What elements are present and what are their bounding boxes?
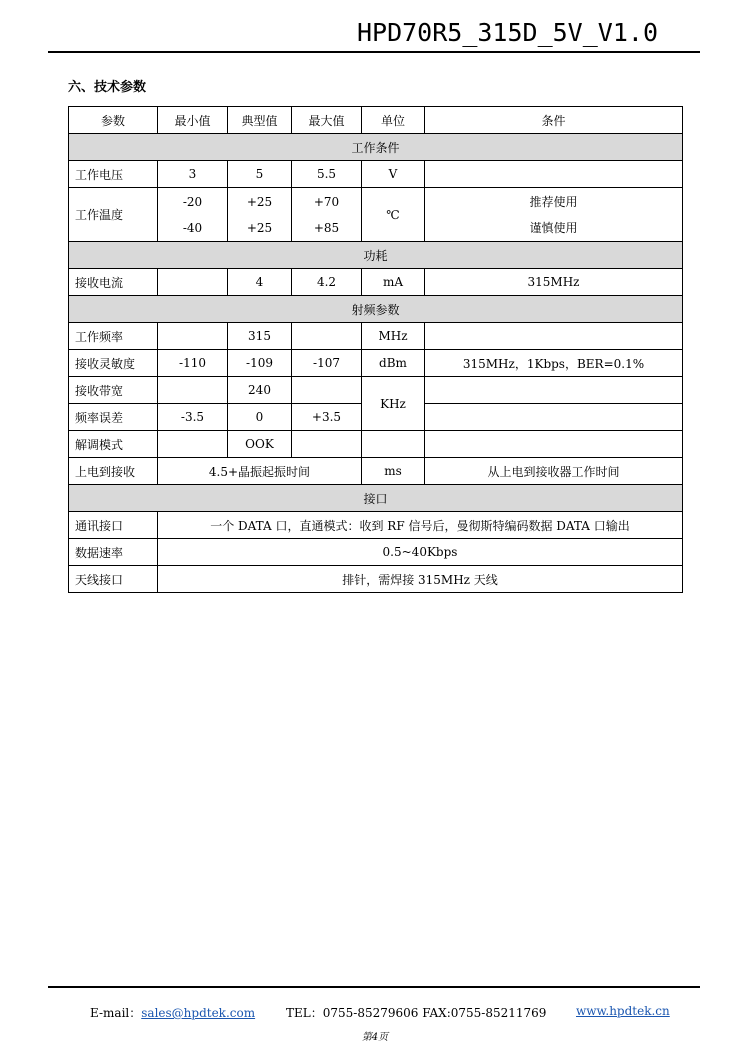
min-cell: -3.5 [158,404,228,431]
max-value-1: +70 [313,194,340,209]
min-value-1: -20 [182,194,203,209]
unit-cell: MHz [362,323,425,350]
email-link[interactable]: sales@hpdtek.com [141,1006,256,1020]
table-row [69,458,683,485]
table-row [69,161,683,188]
cond-cell [425,377,683,404]
group-label: 接口 [69,485,683,512]
group-label: 功耗 [69,242,683,269]
group-label: 射频参数 [69,296,683,323]
cond-cell: 从上电到接收器工作时间 [425,458,683,485]
min-cell [158,431,228,458]
footer-website [576,1004,670,1018]
param-cell: 工作温度 [69,188,158,242]
typ-cell: 240 [228,377,292,404]
document-title: HPD70R5_315D_5V_V1.0 [356,18,658,47]
typ-cell: 0 [228,404,292,431]
header-cell: 最小值 [158,107,228,134]
cond-value-2: 谨慎使用 [529,220,578,235]
param-cell: 上电到接收 [69,458,158,485]
param-cell: 通讯接口 [69,512,158,539]
typ-value-1: +25 [246,194,273,209]
param-cell: 天线接口 [69,566,158,593]
table-header-row [69,107,683,134]
max-cell [292,188,362,242]
table-row [69,539,683,566]
group-row-power [69,242,683,269]
max-cell [292,431,362,458]
group-row-rf [69,296,683,323]
typ-value-2: +25 [246,220,273,235]
footer-phone: TEL：0755-85279606 FAX:0755-85211769 [286,1006,547,1020]
typ-cell: 315 [228,323,292,350]
table-row [69,350,683,377]
max-cell [292,323,362,350]
email-label: E-mail： [90,1006,142,1020]
group-row-working [69,134,683,161]
spec-table [68,106,683,593]
unit-cell: ℃ [362,188,425,242]
value-cell: 4.5+晶振起振时间 [158,458,362,485]
footer-divider [48,986,700,988]
table-row [69,377,683,404]
max-value-2: +85 [313,220,340,235]
min-cell [158,323,228,350]
max-cell: 5.5 [292,161,362,188]
min-cell [158,269,228,296]
typ-cell [228,188,292,242]
param-cell: 解调模式 [69,431,158,458]
table-row [69,323,683,350]
cond-cell [425,431,683,458]
unit-cell: mA [362,269,425,296]
value-cell: 0.5~40Kbps [158,539,683,566]
max-cell: +3.5 [292,404,362,431]
param-cell: 频率误差 [69,404,158,431]
min-cell: -110 [158,350,228,377]
param-cell: 接收灵敏度 [69,350,158,377]
max-cell: 4.2 [292,269,362,296]
cond-cell [425,161,683,188]
min-value-2: -40 [182,220,203,235]
cond-cell: 315MHz，1Kbps，BER=0.1% [425,350,683,377]
table-row [69,431,683,458]
website-link[interactable]: www.hpdtek.cn [576,1004,670,1018]
param-cell: 工作电压 [69,161,158,188]
table-row [69,269,683,296]
param-cell: 数据速率 [69,539,158,566]
header-cell: 条件 [425,107,683,134]
footer-email [90,1004,255,1021]
cond-cell [425,404,683,431]
param-cell: 工作频率 [69,323,158,350]
unit-cell: KHz [362,377,425,431]
cond-value-1: 推荐使用 [529,194,578,209]
section-title: 六、技术参数 [68,80,147,95]
header-divider [48,51,700,53]
min-cell [158,188,228,242]
typ-cell: 4 [228,269,292,296]
typ-cell: -109 [228,350,292,377]
unit-cell: ms [362,458,425,485]
table-row [69,512,683,539]
unit-cell: dBm [362,350,425,377]
cond-cell: 315MHz [425,269,683,296]
param-cell: 接收电流 [69,269,158,296]
header-cell: 单位 [362,107,425,134]
cond-cell [425,188,683,242]
header-cell: 典型值 [228,107,292,134]
unit-cell: V [362,161,425,188]
unit-cell [362,431,425,458]
cond-cell [425,323,683,350]
typ-cell: OOK [228,431,292,458]
min-cell [158,377,228,404]
table-row [69,566,683,593]
value-cell: 排针，需焊接 315MHz 天线 [158,566,683,593]
typ-cell: 5 [228,161,292,188]
header-cell: 参数 [69,107,158,134]
param-cell: 接收带宽 [69,377,158,404]
header-cell: 最大值 [292,107,362,134]
min-cell: 3 [158,161,228,188]
max-cell [292,377,362,404]
page-number: 第4页 [361,1032,389,1043]
max-cell: -107 [292,350,362,377]
value-cell: 一个 DATA 口，直通模式：收到 RF 信号后，曼彻斯特编码数据 DATA 口输出 [158,512,683,539]
group-label: 工作条件 [69,134,683,161]
table-row [69,188,683,242]
group-row-interface [69,485,683,512]
